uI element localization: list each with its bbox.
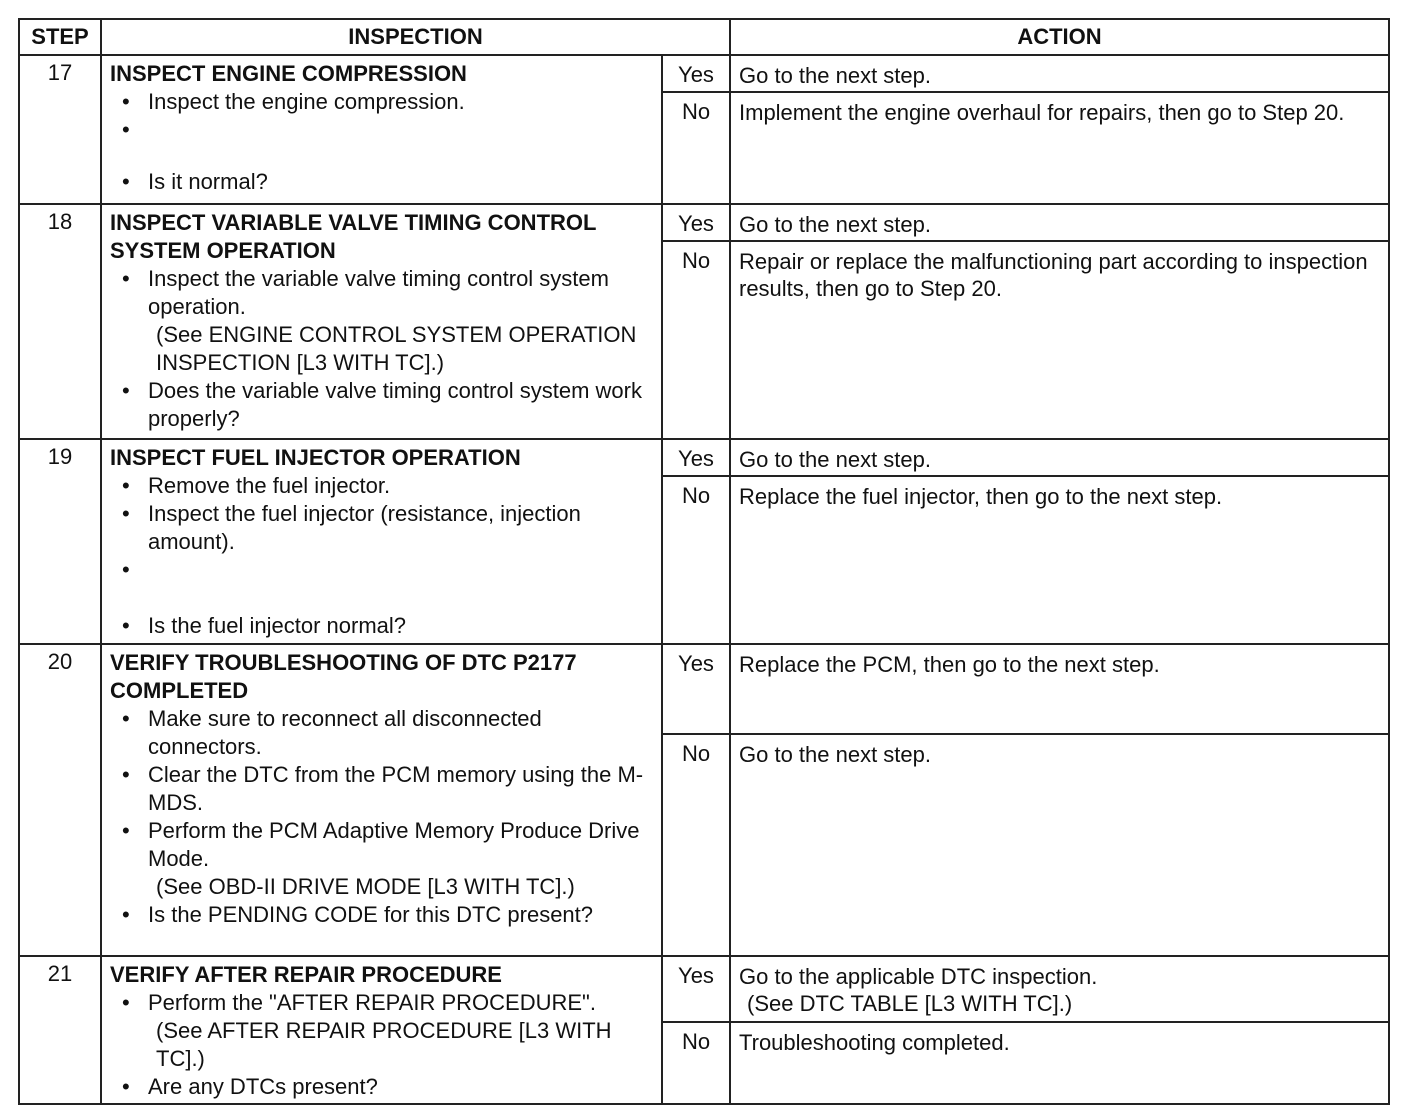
inspection-bullet: • Inspect the engine compression.: [110, 88, 655, 116]
inspection-bullet: • Inspect the variable valve timing control system operation.: [110, 265, 655, 321]
inspection-cell: [101, 204, 662, 439]
header-step: STEP: [19, 19, 101, 55]
inspection-title: INSPECT FUEL INJECTOR OPERATION: [110, 445, 521, 470]
step-number: 20: [19, 644, 101, 956]
header-inspection: INSPECTION: [101, 19, 730, 55]
yes-label: Yes: [662, 956, 730, 1022]
no-action: Implement the engine overhaul for repairs, then go to Step 20.: [730, 92, 1389, 204]
yes-label: Yes: [662, 439, 730, 476]
inspection-title: VERIFY TROUBLESHOOTING OF DTC P2177 COMPLETED: [110, 650, 577, 703]
no-action: Replace the fuel injector, then go to the next step.: [730, 476, 1389, 644]
step-number: 19: [19, 439, 101, 644]
no-action: Go to the next step.: [730, 734, 1389, 956]
inspection-cell: [101, 55, 662, 204]
troubleshooting-table: [18, 18, 1390, 1105]
no-label: No: [662, 476, 730, 644]
no-label: No: [662, 241, 730, 439]
yes-action: Replace the PCM, then go to the next step.: [730, 644, 1389, 734]
step-number: 21: [19, 956, 101, 1104]
table-row: [19, 439, 1389, 476]
yes-label: Yes: [662, 204, 730, 241]
inspection-bullet: • Inspect the fuel injector (resistance, injection amount).: [110, 500, 655, 556]
inspection-cell: [101, 439, 662, 644]
inspection-title: INSPECT ENGINE COMPRESSION: [110, 61, 467, 86]
table-row: [19, 55, 1389, 92]
step-number: 18: [19, 204, 101, 439]
inspection-cell: [101, 644, 662, 956]
inspection-bullet: • Is it normal?: [110, 168, 655, 196]
no-label: No: [662, 1022, 730, 1104]
step-number: 17: [19, 55, 101, 204]
yes-action: Go to the applicable DTC inspection.: [739, 964, 1098, 989]
spacer: [110, 556, 655, 612]
inspection-bullet: • Perform the "AFTER REPAIR PROCEDURE".: [110, 989, 655, 1017]
reference-note: (See DTC TABLE [L3 WITH TC].): [747, 991, 1073, 1016]
inspection-bullet: • Are any DTCs present?: [110, 1073, 655, 1101]
inspection-bullet: • Is the fuel injector normal?: [110, 612, 655, 640]
yes-label: Yes: [662, 55, 730, 92]
yes-action-cell: [730, 956, 1389, 1022]
yes-label: Yes: [662, 644, 730, 734]
table-row: [19, 956, 1389, 1022]
table-row: [19, 204, 1389, 241]
header-row: [19, 19, 1389, 55]
inspection-bullet: • Does the variable valve timing control system work properly?: [110, 377, 655, 433]
inspection-bullet: • Clear the DTC from the PCM memory using the M-MDS.: [110, 761, 655, 817]
header-action: ACTION: [730, 19, 1389, 55]
reference-note: (See OBD-II DRIVE MODE [L3 WITH TC].): [156, 874, 575, 899]
yes-action: Go to the next step.: [730, 55, 1389, 92]
reference-note: (See ENGINE CONTROL SYSTEM OPERATION INSPECTION [L3 WITH TC].): [156, 322, 637, 375]
inspection-bullet: • Perform the PCM Adaptive Memory Produce Drive Mode.: [110, 817, 655, 873]
no-label: No: [662, 734, 730, 956]
no-action: Troubleshooting completed.: [730, 1022, 1389, 1104]
spacer: [110, 116, 655, 168]
inspection-bullet: • Make sure to reconnect all disconnected connectors.: [110, 705, 655, 761]
inspection-bullet: • Remove the fuel injector.: [110, 472, 655, 500]
inspection-title: VERIFY AFTER REPAIR PROCEDURE: [110, 962, 502, 987]
reference-note: (See AFTER REPAIR PROCEDURE [L3 WITH TC].): [156, 1018, 612, 1071]
yes-action: Go to the next step.: [730, 439, 1389, 476]
inspection-bullet: • Is the PENDING CODE for this DTC present?: [110, 901, 655, 929]
yes-action: Go to the next step.: [730, 204, 1389, 241]
table-row: [19, 644, 1389, 734]
no-action: Repair or replace the malfunctioning part according to inspection results, then go to Step 20.: [730, 241, 1389, 439]
inspection-cell: [101, 956, 662, 1104]
inspection-title: INSPECT VARIABLE VALVE TIMING CONTROL SYSTEM OPERATION: [110, 210, 597, 263]
no-label: No: [662, 92, 730, 204]
